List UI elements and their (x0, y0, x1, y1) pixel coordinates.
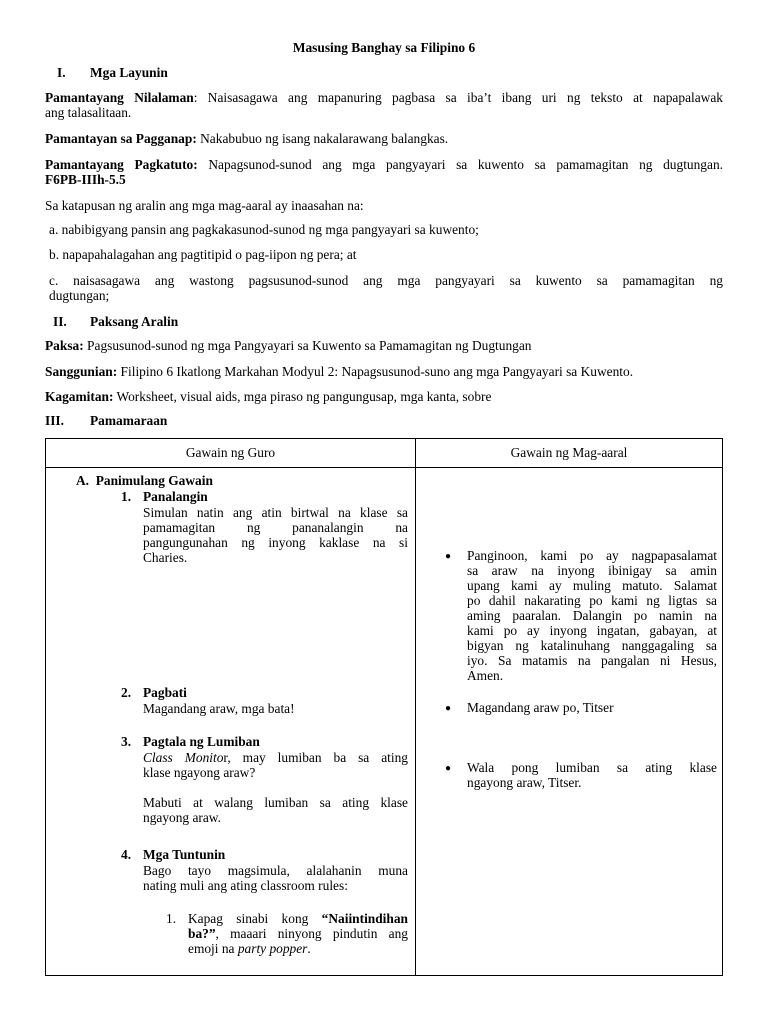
kagamitan-text: Worksheet, visual aids, mga piraso ng pangungusap, mga kanta, sobre (113, 389, 492, 404)
section-3-number: III. (45, 413, 64, 428)
paksa-label: Paksa: (45, 338, 84, 353)
prayer-line: Amen. (467, 668, 504, 683)
pamantayang-pagkatuto (45, 157, 723, 187)
step-3-response-line: Mabuti at walang lumiban sa ating klase (143, 795, 408, 810)
nilalaman-text-line2: ang talasalitaan. (45, 105, 132, 120)
step-4-line: nating muli ang ating classroom rules: (143, 878, 348, 893)
step-3-question: r, may lumiban ba sa ating (223, 750, 408, 765)
bullet-icon: ● (445, 703, 452, 714)
pagkatuto-label: Pamantayang Pagkatuto: (45, 157, 198, 172)
class-monitor-text: Class Monito (143, 750, 224, 765)
page-title: Masusing Banghay sa Filipino 6 (292, 40, 476, 55)
bullet-icon: ● (445, 763, 452, 774)
pamantayang-nilalaman (45, 90, 723, 120)
prayer-line: iyo. Sa matamis na pangalan ni Hesus, (467, 653, 717, 668)
step-4-line: Bago tayo magsimula, alalahanin muna (143, 863, 408, 878)
bullet-icon: ● (445, 551, 452, 562)
pagganap-text: Nakabubuo ng isang nakalarawang balangkas. (196, 131, 449, 146)
kagamitan (45, 389, 491, 404)
prayer-line: sa araw na inyong ibinigay sa amin (467, 563, 717, 578)
student-prayer (467, 548, 717, 683)
step-2-heading: Pagbati (143, 685, 187, 700)
prayer-line: upang kami ay muling matuto. Salamat (467, 578, 717, 593)
step-1-line: Charies. (143, 550, 188, 565)
student-greeting: Magandang araw po, Titser (467, 700, 614, 715)
nilalaman-text: : Naisasagawa ang mapanuring pagbasa sa iba’t ibang uri ng teksto at napapalawak (193, 90, 723, 105)
step-1-line: Simulan natin ang atin birtwal na klase sa (143, 505, 408, 520)
paksa (45, 338, 531, 353)
student-attendance (467, 760, 717, 790)
prayer-line: kami po ay inyong ingatan, gabayan, at (467, 623, 717, 638)
rule-1-number: 1. (166, 911, 177, 926)
objective-c (49, 273, 723, 303)
kagamitan-label: Kagamitan: (45, 389, 114, 404)
rule-1-phrase-end: ba?” (188, 926, 216, 941)
objective-b: b. napapahalagahan ang pagtitipid o pag-iipon ng pera; at (49, 247, 357, 262)
section-2-title: Paksang Aralin (90, 314, 179, 329)
step-3-heading: Pagtala ng Lumiban (143, 734, 260, 749)
prayer-line: aming paaralan. Dalangin po namin na (467, 608, 717, 623)
sanggunian-text: Filipino 6 Ikatlong Markahan Modyul 2: Napagsusunod-suno ang mga Pangyayari sa Kuwento. (117, 364, 634, 379)
pagganap-label: Pamantayan sa Pagganap: (45, 131, 197, 146)
step-3-text (143, 750, 408, 780)
paksa-text: Pagsusunod-sunod ng mga Pangyayari sa Kuwento sa Pamamagitan ng Dugtungan (83, 338, 532, 353)
party-popper-text: party popper (237, 941, 308, 956)
sanggunian (45, 364, 633, 379)
part-a-heading: A. Panimulang Gawain (76, 473, 213, 488)
rule-1-pre: Kapag sinabi kong (188, 911, 322, 926)
step-1-number: 1. (121, 489, 132, 504)
section-3-title: Pamamaraan (90, 413, 168, 428)
teacher-column-header: Gawain ng Guro (185, 445, 276, 460)
prayer-line: bigyan ng katalinuhang nanggagaling sa (467, 638, 717, 653)
attendance-line: ngayong araw, Titser. (467, 775, 582, 790)
table-header-divider (46, 467, 722, 468)
attendance-line: Wala pong lumiban sa ating klase (467, 760, 717, 775)
rule-1-line3: emoji na (188, 941, 238, 956)
rule-1-end: . (307, 941, 311, 956)
table-column-divider (415, 439, 416, 975)
step-3-response-line: ngayong araw. (143, 810, 221, 825)
step-2-text: Magandang araw, mga bata! (143, 701, 295, 716)
step-3-response (143, 795, 408, 825)
objective-a: a. nabibigyang pansin ang pagkakasunod-sunod ng mga pangyayari sa kuwento; (49, 222, 479, 237)
step-3-line2: klase ngayong araw? (143, 765, 256, 780)
prayer-line: po dahil nakarating po kami ng ligtas sa (467, 593, 717, 608)
step-1-heading: Panalangin (143, 489, 208, 504)
step-4-text (143, 863, 408, 893)
student-column-header: Gawain ng Mag-aaral (510, 445, 628, 460)
rule-1-text (188, 911, 408, 956)
step-2-number: 2. (121, 685, 132, 700)
section-2-number: II. (53, 314, 67, 329)
step-1-text (143, 505, 408, 565)
step-1-line: pangungunahan ng inyong kaklase na si (143, 535, 408, 550)
sanggunian-label: Sanggunian: (45, 364, 118, 379)
section-1-title: Mga Layunin (90, 65, 168, 80)
rule-1-mid: , maaari ninyong pindutin ang (215, 926, 408, 941)
section-1-number: I. (57, 65, 66, 80)
step-1-line: pamamagitan ng pananalangin na (143, 520, 408, 535)
pagkatuto-text: Napagsunod-sunod ang mga pangyayari sa kuwento sa pamamagitan ng dugtungan. (197, 157, 723, 172)
pagkatuto-code: F6PB-IIIh-5.5 (45, 172, 126, 187)
rule-1-phrase: “Naiintindihan (321, 911, 408, 926)
objective-c-line2: dugtungan; (49, 288, 110, 303)
pamantayan-pagganap (45, 131, 448, 146)
prayer-line: Panginoon, kami po ay nagpapasalamat (467, 548, 717, 563)
nilalaman-label: Pamantayang Nilalaman (45, 90, 194, 105)
objectives-intro: Sa katapusan ng aralin ang mga mag-aaral ay inaasahan na: (45, 198, 364, 213)
step-3-number: 3. (121, 734, 132, 749)
objective-c-line1: c. naisasagawa ang wastong pagsusunod-sunod ang mga pangyayari sa kuwento sa pamamagitan ng (49, 273, 723, 288)
step-4-number: 4. (121, 847, 132, 862)
step-4-heading: Mga Tuntunin (143, 847, 226, 862)
procedure-table (45, 438, 723, 976)
